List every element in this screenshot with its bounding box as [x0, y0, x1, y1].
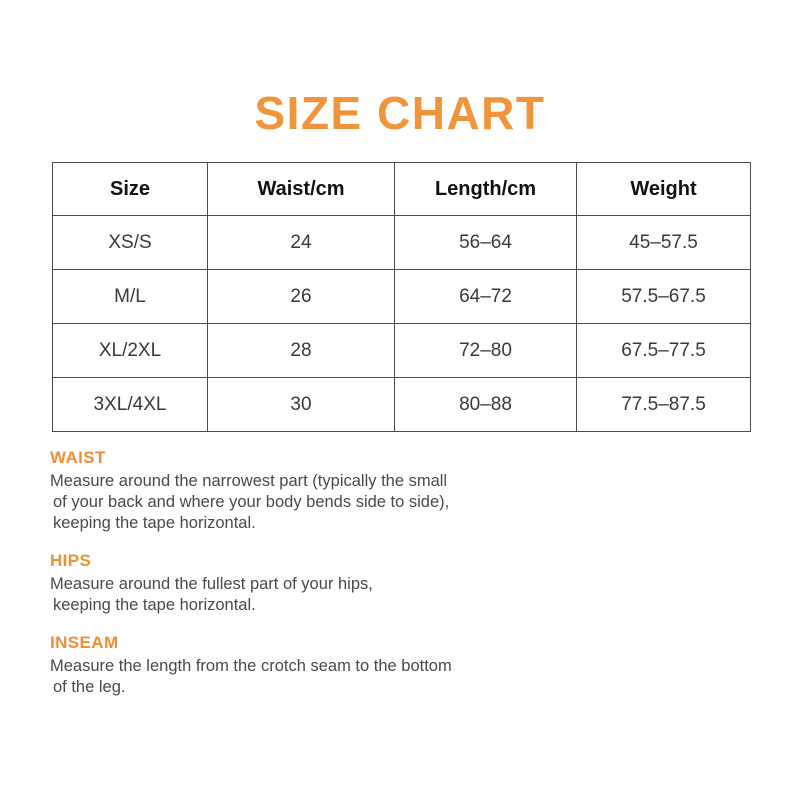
- table-cell: 30: [208, 378, 395, 432]
- table-cell: 57.5–67.5: [577, 270, 751, 324]
- table-header-row: [53, 163, 751, 216]
- table-cell: 3XL/4XL: [53, 378, 208, 432]
- section-text-line: of the leg.: [53, 678, 126, 696]
- section-hips: [50, 551, 480, 616]
- size-table: [52, 162, 751, 432]
- section-text-line: Measure around the fullest part of your hips,: [50, 575, 373, 593]
- table-cell: XL/2XL: [53, 324, 208, 378]
- page-title: SIZE CHART: [254, 87, 546, 139]
- table-cell: 24: [208, 216, 395, 270]
- table-cell: XS/S: [53, 216, 208, 270]
- section-text-line: of your back and where your body bends side to side),: [53, 493, 450, 511]
- section-inseam: [50, 633, 480, 698]
- table-cell: 26: [208, 270, 395, 324]
- size-table-body: [53, 216, 751, 432]
- section-heading: WAIST: [50, 448, 106, 467]
- table-row: [53, 216, 751, 270]
- column-header-length-cm: Length/cm: [395, 163, 577, 216]
- table-cell: 64–72: [395, 270, 577, 324]
- section-text-line: Measure the length from the crotch seam to the bottom: [50, 657, 452, 675]
- column-header-waist-cm: Waist/cm: [208, 163, 395, 216]
- table-row: [53, 270, 751, 324]
- table-cell: 67.5–77.5: [577, 324, 751, 378]
- table-cell: 45–57.5: [577, 216, 751, 270]
- table-cell: M/L: [53, 270, 208, 324]
- section-text-line: keeping the tape horizontal.: [53, 596, 256, 614]
- column-header-weight: Weight: [577, 163, 751, 216]
- table-cell: 56–64: [395, 216, 577, 270]
- section-text-line: keeping the tape horizontal.: [53, 514, 256, 532]
- table-row: [53, 324, 751, 378]
- table-cell: 77.5–87.5: [577, 378, 751, 432]
- section-heading: INSEAM: [50, 633, 119, 652]
- table-cell: 72–80: [395, 324, 577, 378]
- section-heading: HIPS: [50, 551, 92, 570]
- section-text-line: Measure around the narrowest part (typically the small: [50, 472, 448, 490]
- measurement-instructions: [50, 448, 480, 715]
- table-row: [53, 378, 751, 432]
- section-waist: [50, 448, 480, 534]
- table-cell: 80–88: [395, 378, 577, 432]
- column-header-size: Size: [53, 163, 208, 216]
- table-cell: 28: [208, 324, 395, 378]
- size-table-header: [53, 163, 751, 216]
